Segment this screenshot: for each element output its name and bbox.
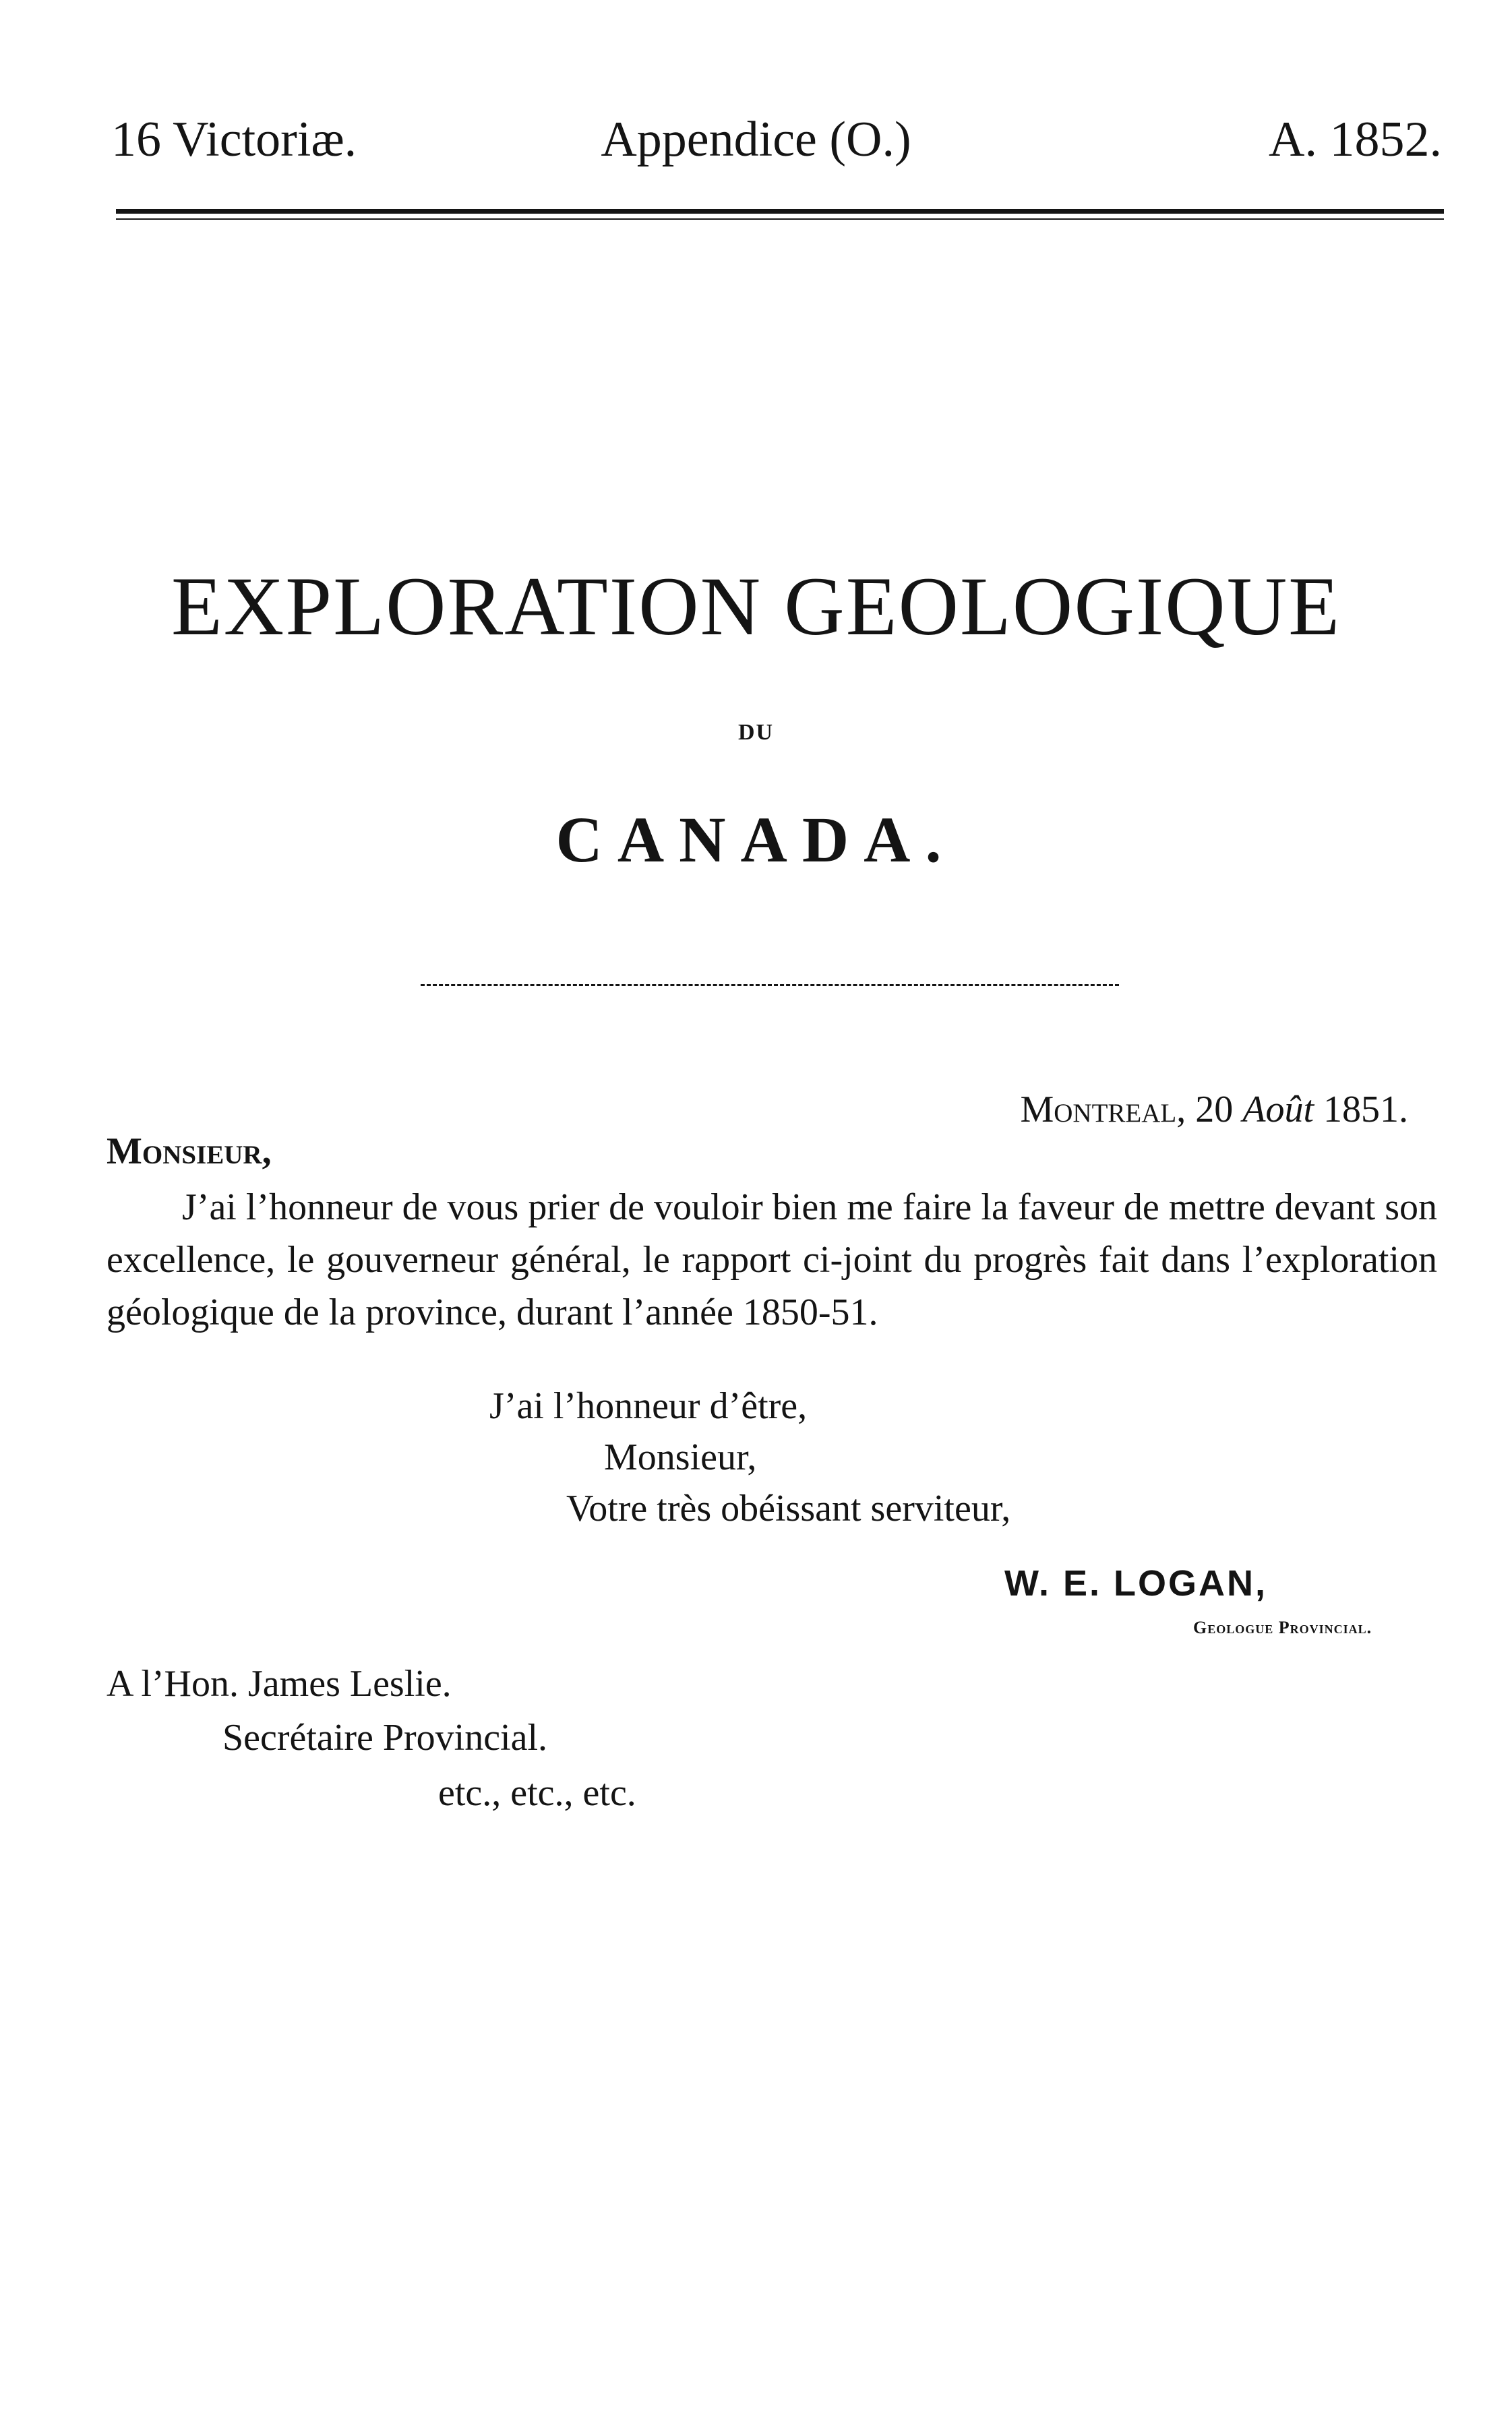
date-year: 1851.	[1323, 1089, 1408, 1130]
running-header-right: A. 1852.	[1269, 112, 1442, 167]
title-country: CANADA.	[555, 803, 957, 876]
salutation: Monsieur,	[107, 1130, 272, 1172]
date-month: Août	[1242, 1089, 1314, 1130]
signer-name: W. E. LOGAN,	[1004, 1563, 1268, 1604]
letter-date	[1020, 1091, 1408, 1128]
title-connector: DU	[737, 720, 775, 745]
running-header-left: 16 Victoriæ.	[111, 112, 357, 167]
running-header-center: Appendice (O.)	[601, 112, 911, 167]
closing-line-3: Votre très obéissant serviteur,	[566, 1488, 1011, 1529]
page-title: EXPLORATION GEOLOGIQUE	[171, 560, 1341, 652]
addressee-line-3: etc., etc., etc.	[438, 1772, 636, 1814]
letter-body: J’ai l’honneur de vous prier de vouloir bien me faire la faveur de mettre devant son excellence, le gouverneur général, le rapport ci-joint du progrès fait dans l’exploration géologique de la province, durant l’année 1850-51.	[107, 1186, 1437, 1333]
header-rule-thin	[116, 218, 1444, 220]
header-rule-thick	[116, 209, 1444, 214]
signer-title: Geologue Provincial.	[1193, 1618, 1372, 1637]
title-divider	[421, 984, 1119, 986]
date-place: Montreal,	[1020, 1089, 1186, 1130]
addressee-line-1: A l’Hon. James Leslie.	[107, 1663, 452, 1705]
date-day: 20	[1195, 1089, 1234, 1130]
addressee-line-2: Secrétaire Provincial.	[222, 1717, 548, 1759]
closing-line-2: Monsieur,	[604, 1436, 757, 1478]
closing-line-1: J’ai l’honneur d’être,	[489, 1385, 808, 1427]
